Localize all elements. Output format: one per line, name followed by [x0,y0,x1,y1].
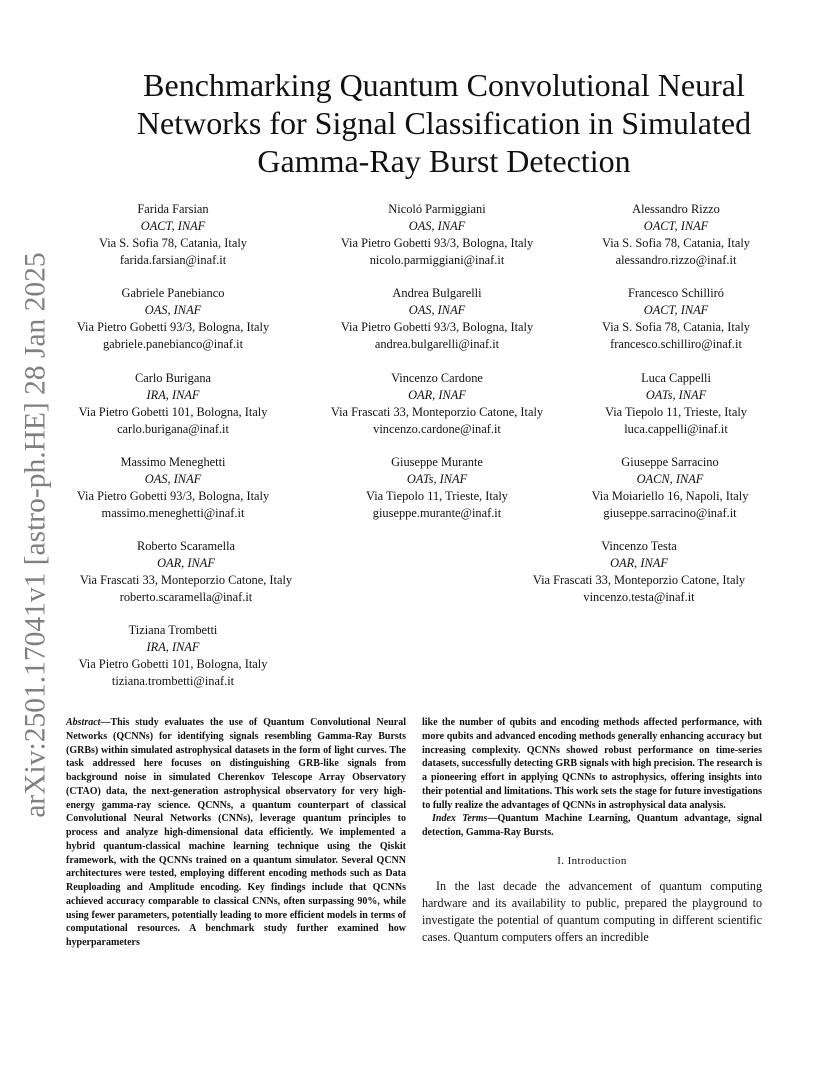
author-address: Via Frascati 33, Monteporzio Catone, Italy [79,573,293,587]
author-address: Via Pietro Gobetti 93/3, Bologna, Italy [76,320,270,334]
author-email: luca.cappelli@inaf.it [624,422,728,436]
author-address: Via Moiariello 16, Napoli, Italy [591,489,749,503]
author-address: Via Frascati 33, Monteporzio Catone, Italy [330,405,544,419]
author-name: Farida Farsian [137,202,209,216]
author-address: Via Pietro Gobetti 93/3, Bologna, Italy [340,236,534,250]
author-affiliation: OATs, INAF [645,388,707,402]
index-terms [422,812,762,840]
author-name: Tiziana Trombetti [128,623,218,637]
author-affiliation: IRA, INAF [146,640,200,654]
section-heading-introduction: I. Introduction [557,854,627,867]
author-affiliation: OACT, INAF [643,303,709,317]
author-address: Via Pietro Gobetti 93/3, Bologna, Italy [76,489,270,503]
author-email: giuseppe.murante@inaf.it [372,506,502,520]
author-email: massimo.meneghetti@inaf.it [101,506,245,520]
author-name: Francesco Schilliró [627,286,725,300]
author-email: tiziana.trombetti@inaf.it [111,674,235,688]
author-email: nicolo.parmiggiani@inaf.it [369,253,505,267]
author-email: carlo.burigana@inaf.it [117,422,229,436]
author-affiliation: OAS, INAF [408,219,466,233]
author-name: Andrea Bulgarelli [392,286,482,300]
abstract-continuation: like the number of qubits and encoding methods affected performance, with more qubits and advanced encoding methods generally enhancing accuracy but increasing complexity. QCNNs showed robust performance on time-series datasets, successfully detecting GRB signals with high precision. The research is a pioneering effort in applying QCNNs to astrophysics, offering insights into their potential and limitations. This work sets the stage for future investigations to fully realize the advantages of QCNNs in astrophysical data analysis. [422,717,762,811]
author-address: Via Tiepolo 11, Trieste, Italy [605,405,747,419]
author-affiliation: OAR, INAF [610,556,668,570]
author-email: andrea.bulgarelli@inaf.it [374,337,500,351]
abstract-label: Abstract [66,717,101,728]
author-email: alessandro.rizzo@inaf.it [615,253,737,267]
author-name: Massimo Meneghetti [120,455,226,469]
author-affiliation: OACN, INAF [636,472,704,486]
author-address: Via S. Sofia 78, Catania, Italy [602,320,750,334]
author-email: roberto.scaramella@inaf.it [119,590,253,604]
author-address: Via Frascati 33, Monteporzio Catone, Italy [532,573,746,587]
author-address: Via S. Sofia 78, Catania, Italy [602,236,750,250]
author-name: Giuseppe Murante [391,455,483,469]
author-email: farida.farsian@inaf.it [119,253,227,267]
author-name: Giuseppe Sarracino [621,455,719,469]
author-name: Vincenzo Testa [601,539,677,553]
author-affiliation: OAR, INAF [157,556,215,570]
author-affiliation: OAS, INAF [144,303,202,317]
title-line: Benchmarking Quantum Convolutional Neural [143,67,745,103]
index-terms-text: —Quantum Machine Learning, Quantum advantage, signal detection, Gamma-Ray Bursts. [422,813,762,838]
abstract-column [66,716,406,950]
author-address: Via Tiepolo 11, Trieste, Italy [366,489,508,503]
author-address: Via Pietro Gobetti 93/3, Bologna, Italy [340,320,534,334]
author-email: francesco.schilliro@inaf.it [610,337,742,351]
author-affiliation: OACT, INAF [643,219,709,233]
author-address: Via Pietro Gobetti 101, Bologna, Italy [78,405,268,419]
author-affiliation: IRA, INAF [146,388,200,402]
abstract-text: —This study evaluates the use of Quantum Convolutional Neural Networks (QCNNs) for identifying signals resembling Gamma-Ray Bursts (GRBs) within simulated astrophysical datasets in the form of light curves. The task addressed here focuses on distinguishing GRB-like signals from background noise in simulated Cherenkov Telescope Array Observatory (CTAO) data, the next-generation astrophysical observatory for very high-energy gamma-ray science. QCNNs, a quantum counterpart of classical Convolutional Neural Networks (CNNs), leverage quantum principles to process and analyze high-dimensional data efficiently. We implemented a hybrid quantum-classical machine learning technique using the Qiskit framework, with the QCNNs trained on a quantum simulator. Several QCNN architectures were tested, employing different encoding methods such as Data Reuploading and Amplitude encoding. Key findings include that QCNNs achieved accuracy comparable to classical CNNs, often surpassing 90%, while using fewer parameters, potentially leading to more efficient models in terms of computational resources. A benchmark study further examined how hyperparameters [66,717,406,948]
introduction-text: In the last decade the advancement of quantum computing hardware and its availability to public, prepared the playground to investigate the potential of quantum computing in different scientific cases. Quantum computers offers an incredible [422,878,762,944]
author-name: Carlo Burigana [134,371,212,385]
author-affiliation: OAS, INAF [408,303,466,317]
abstract [66,716,406,950]
author-name: Luca Cappelli [641,371,711,385]
author-email: vincenzo.testa@inaf.it [583,590,695,604]
author-affiliation: OAS, INAF [144,472,202,486]
author-affiliation: OATs, INAF [406,472,468,486]
title-line: Gamma-Ray Burst Detection [257,143,631,179]
author-address: Via Pietro Gobetti 101, Bologna, Italy [78,657,268,671]
author-name: Roberto Scaramella [136,539,236,553]
author-name: Alessandro Rizzo [632,202,720,216]
right-column [422,716,762,946]
author-address: Via S. Sofia 78, Catania, Italy [99,236,247,250]
author-email: vincenzo.cardone@inaf.it [373,422,501,436]
author-email: giuseppe.sarracino@inaf.it [603,506,737,520]
arxiv-identifier: arXiv:2501.17041v1 [astro-ph.HE] 28 Jan 2025 [19,252,52,818]
author-name: Vincenzo Cardone [391,371,483,385]
paper-title [60,66,828,180]
author-name: Nicoló Parmiggiani [388,202,486,216]
title-line: Networks for Signal Classification in Simulated [136,105,752,141]
author-affiliation: OAR, INAF [408,388,466,402]
author-email: gabriele.panebianco@inaf.it [102,337,244,351]
author-affiliation: OACT, INAF [140,219,206,233]
index-terms-label: Index Terms [432,813,488,825]
author-name: Gabriele Panebianco [121,286,225,300]
